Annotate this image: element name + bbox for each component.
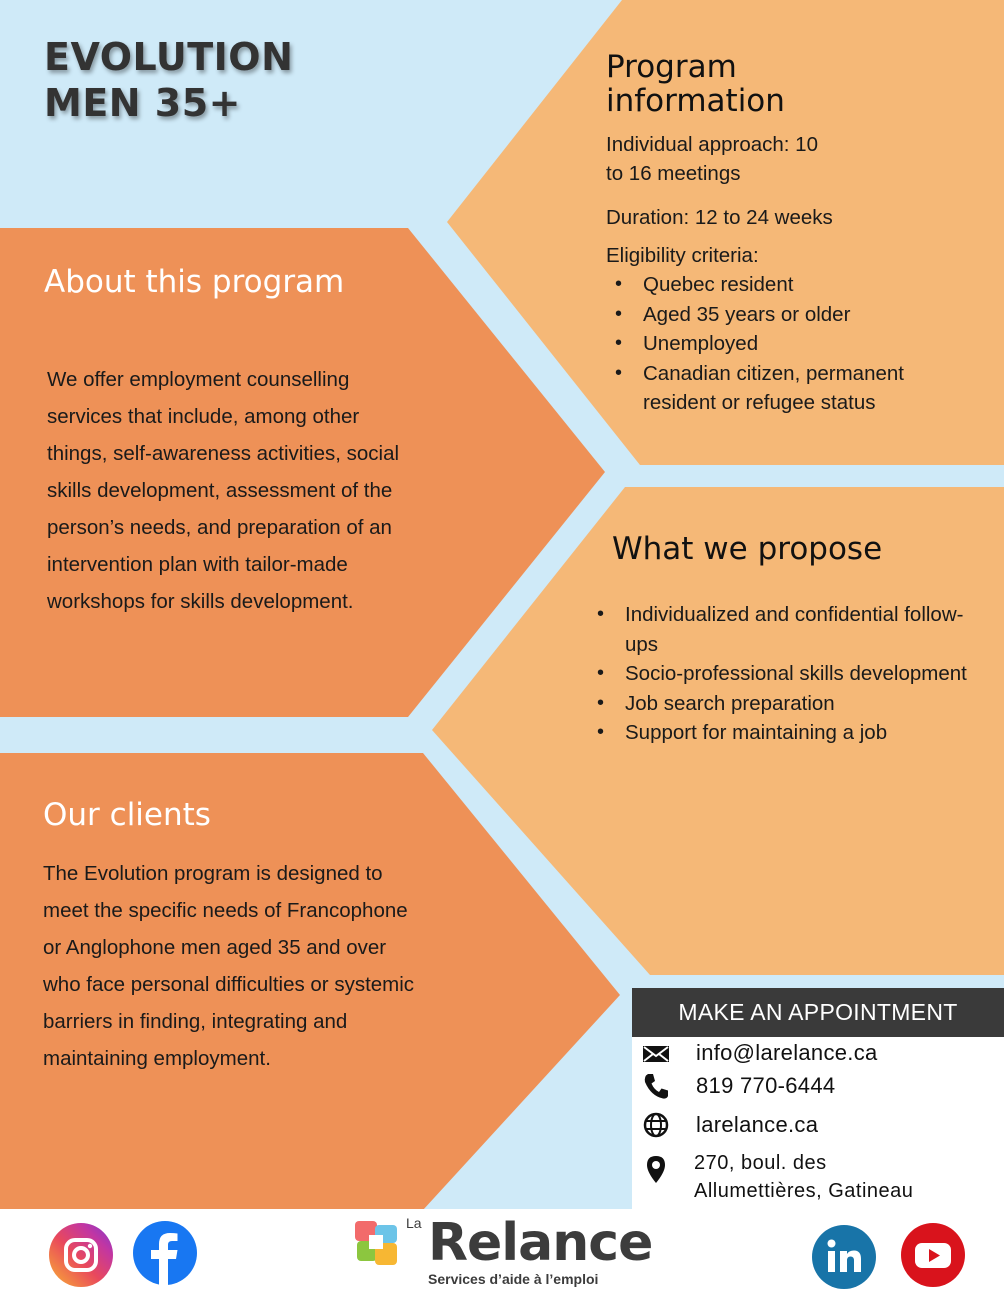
list-item: • Aged 35 years or older: [605, 300, 975, 330]
address-line-1: 270, boul. des: [694, 1152, 827, 1174]
approach-line-1: Individual approach: 10: [606, 133, 818, 156]
address-row: [640, 1149, 913, 1205]
about-line: services that include, among other: [47, 405, 360, 428]
location-pin-icon: [640, 1153, 672, 1185]
clients-line: or Anglophone men aged 35 and over: [43, 936, 387, 959]
title-line-2: MEN 35+: [44, 81, 242, 125]
page-title: [44, 34, 293, 126]
envelope-icon: [640, 1037, 672, 1069]
facebook-icon: [133, 1221, 197, 1285]
list-item: • Socio-professional skills development: [587, 659, 967, 689]
propose-list: [587, 600, 967, 748]
youtube-link[interactable]: [901, 1223, 965, 1287]
website-link[interactable]: larelance.ca: [696, 1112, 819, 1137]
about-line: skills development, assessment of the: [47, 479, 393, 502]
list-item: • Quebec resident: [605, 270, 975, 300]
clients-line: The Evolution program is designed to: [43, 862, 383, 885]
phone-number[interactable]: 819 770-6444: [696, 1073, 836, 1098]
website-row[interactable]: [640, 1109, 818, 1141]
clients-line: maintaining employment.: [43, 1047, 271, 1070]
propose-heading: What we propose: [612, 531, 883, 567]
youtube-icon: [901, 1223, 965, 1287]
clients-line: who face personal difficulties or systemic: [43, 973, 415, 996]
clients-line: meet the specific needs of Francophone: [43, 899, 408, 922]
title-line-1: EVOLUTION: [44, 35, 294, 79]
relance-logo-icon: [349, 1215, 407, 1273]
about-line: intervention plan with tailor-made: [47, 553, 348, 576]
list-item: • Individualized and confidential follow-ups: [587, 600, 967, 659]
about-line: person’s needs, and preparation of an: [47, 516, 392, 539]
clients-text: [43, 855, 414, 1077]
clients-line: barriers in finding, integrating and: [43, 1010, 348, 1033]
footer: [0, 1209, 1004, 1299]
logo-prefix: La: [406, 1215, 422, 1231]
about-line: things, self-awareness activities, social: [47, 442, 400, 465]
email-row[interactable]: [640, 1037, 878, 1069]
list-item: • Canadian citizen, permanent resident or refugee status: [605, 359, 975, 418]
list-item: • Support for maintaining a job: [587, 718, 967, 748]
about-line: workshops for skills development.: [47, 590, 354, 613]
linkedin-link[interactable]: [812, 1225, 876, 1289]
program-info-heading: [606, 50, 785, 118]
phone-icon: [640, 1070, 672, 1102]
facebook-link[interactable]: [133, 1221, 197, 1285]
program-info-heading-line-1: Program: [606, 49, 737, 85]
list-item: • Job search preparation: [587, 689, 967, 719]
about-line: We offer employment counselling: [47, 368, 350, 391]
phone-row[interactable]: [640, 1070, 835, 1102]
instagram-link[interactable]: [49, 1223, 113, 1287]
logo-wordmark: Relance: [428, 1213, 653, 1273]
email-link[interactable]: info@larelance.ca: [696, 1040, 878, 1065]
appointment-header: MAKE AN APPOINTMENT: [632, 988, 1004, 1037]
approach-line-2: to 16 meetings: [606, 162, 741, 185]
address-line-2: Allumettières, Gatineau: [694, 1180, 914, 1202]
list-item: • Unemployed: [605, 329, 975, 359]
eligibility-list: [605, 270, 975, 418]
eligibility-label: Eligibility criteria:: [606, 244, 759, 267]
address-text: [694, 1149, 913, 1205]
approach-text: [606, 130, 818, 188]
contact-box: [632, 1037, 1004, 1209]
duration-text: Duration: 12 to 24 weeks: [606, 206, 833, 229]
about-text: [47, 361, 399, 620]
about-heading: About this program: [44, 264, 345, 300]
instagram-icon: [49, 1223, 113, 1287]
logo-tagline: Services d’aide à l’emploi: [428, 1271, 599, 1287]
linkedin-icon: [812, 1225, 876, 1289]
program-info-heading-line-2: information: [606, 83, 785, 119]
globe-icon: [640, 1109, 672, 1141]
clients-heading: Our clients: [43, 797, 211, 833]
